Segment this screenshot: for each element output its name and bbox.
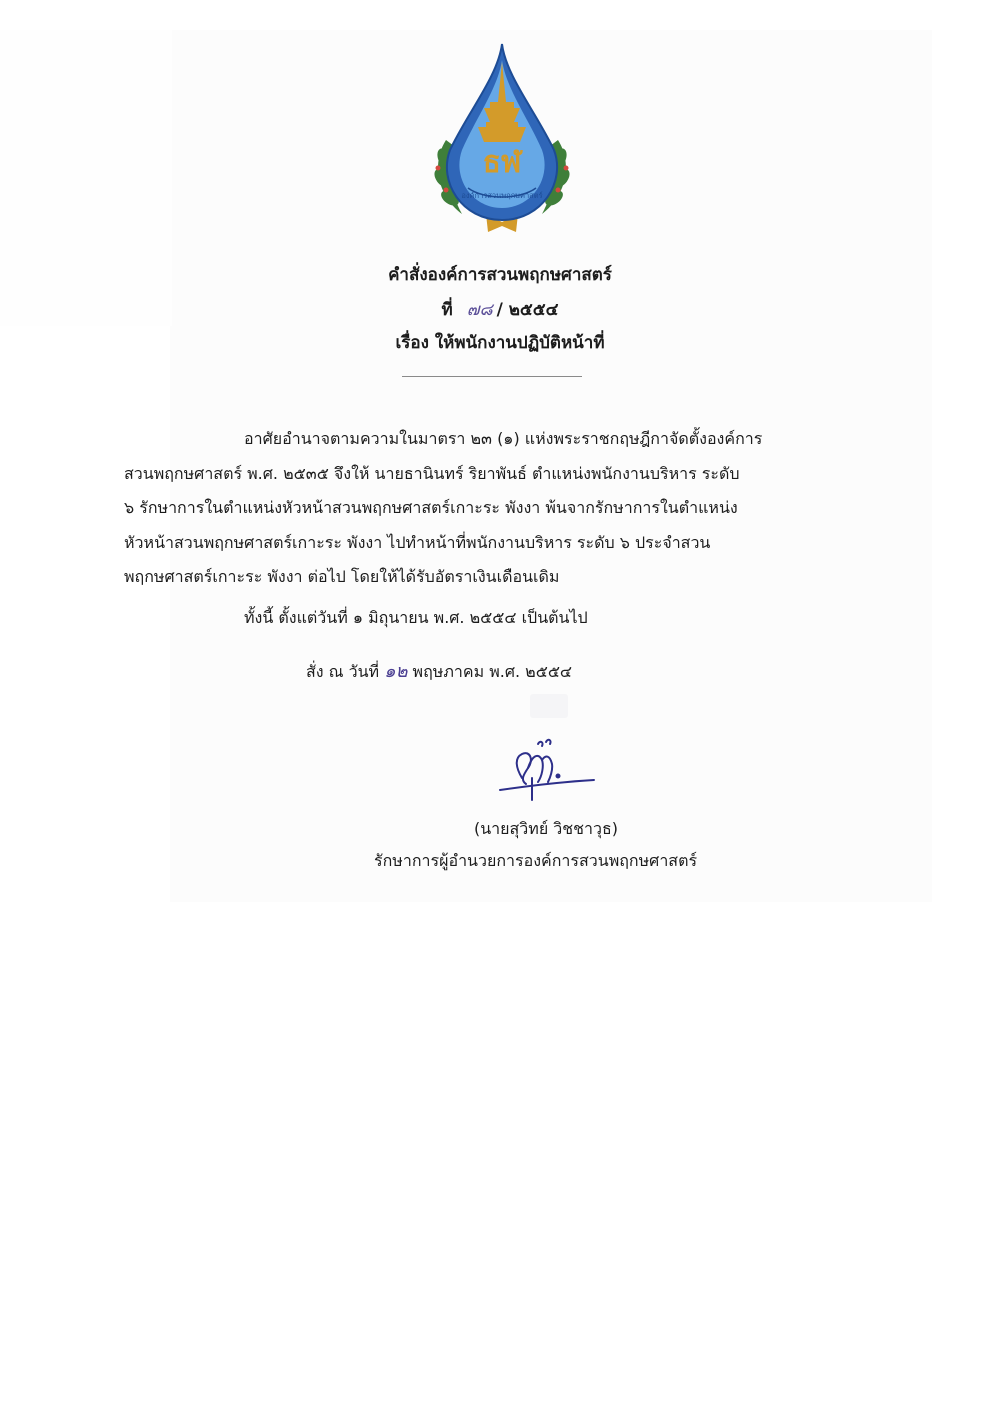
order-number [0,297,1000,323]
issue-date-line [306,658,572,686]
heading-divider [402,376,582,377]
issue-date-suffix: พฤษภาคม พ.ศ. ๒๕๕๔ [412,662,573,681]
order-subject: เรื่อง ให้พนักงานปฏิบัติหน้าที่ [395,333,605,353]
handwritten-signature [498,738,596,804]
issue-day-handwritten: ๑๒ [384,661,408,682]
body-line: อาศัยอำนาจตามความในมาตรา ๒๓ (๑) แห่งพระราชกฤษฎีกาจัดตั้งองค์การ [244,429,763,448]
scan-smudge [530,694,568,718]
body-line: สวนพฤกษศาสตร์ พ.ศ. ๒๕๓๕ จึงให้ นายธานินทร์ ริยาพันธ์ ตำแหน่งพนักงานบริหาร ระดับ [124,463,740,483]
seal-monogram-text: ธฬ [482,145,522,180]
signer-name: (นายสุวิทย์ วิชชาวุธ) [474,819,618,838]
order-number-handwritten: ๗๘ [466,300,493,320]
organization-seal-logo [428,42,576,234]
body-line: หัวหน้าสวนพฤกษศาสตร์เกาะระ พังงา ไปทำหน้าที่พนักงานบริหาร ระดับ ๖ ประจำสวน [124,532,711,552]
order-body-paragraph [124,422,840,595]
body-line: ๖ รักษาการในตำแหน่งหัวหน้าสวนพฤกษศาสตร์เกาะระ พังงา พ้นจากรักษาการในตำแหน่ง [124,498,738,517]
effective-date-line: ทั้งนี้ ตั้งแต่วันที่ ๑ มิถุนายน พ.ศ. ๒๕๕๔ เป็นต้นไป [244,608,588,627]
seal-ring-text: องค์การสวนพฤกษศาสตร์ [461,191,543,200]
order-title: คำสั่งองค์การสวนพฤกษศาสตร์ [388,265,612,285]
order-number-prefix: ที่ [441,300,453,320]
signer-position: รักษาการผู้อำนวยการองค์การสวนพฤกษศาสตร์ [374,851,698,870]
body-line: พฤกษศาสตร์เกาะระ พังงา ต่อไป โดยให้ได้รับอัตราเงินเดือนเดิม [124,567,560,586]
issue-date-prefix: สั่ง ณ วันที่ [306,662,380,681]
order-number-suffix: / ๒๕๕๔ [496,300,559,320]
